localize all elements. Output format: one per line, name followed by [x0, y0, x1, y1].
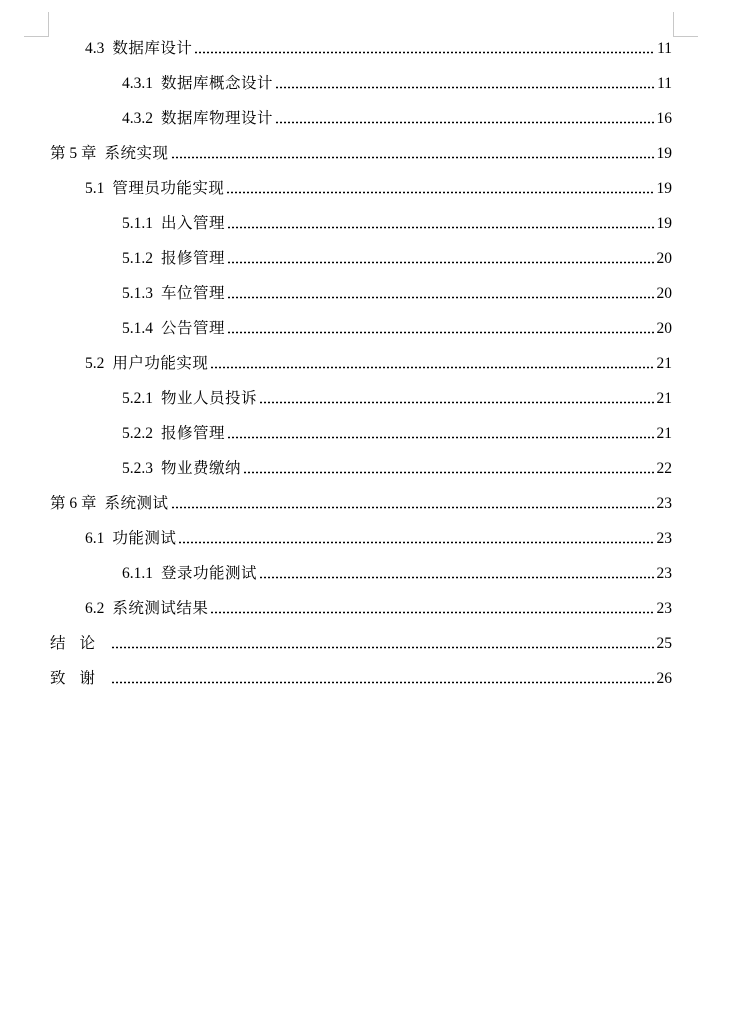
toc-dot-leader [210, 363, 654, 373]
toc-dot-leader [171, 503, 655, 513]
toc-entry-line [50, 136, 672, 171]
toc-entry[interactable] [0, 381, 735, 416]
toc-entry[interactable] [0, 101, 735, 136]
toc-entry-number: 5.1.2 [122, 250, 153, 267]
toc-dot-leader [227, 328, 654, 338]
toc-entry[interactable] [0, 451, 735, 486]
toc-entry-line [50, 486, 672, 521]
toc-entry-title: 系统测试结果 [112, 599, 209, 617]
toc-entry-title: 报修管理 [161, 424, 226, 442]
toc-entry-number: 6.1.1 [122, 565, 153, 582]
toc-entry-line [122, 416, 672, 451]
toc-entry-title: 数据库设计 [112, 39, 193, 57]
toc-dot-leader [227, 223, 654, 233]
toc-entry-line [122, 241, 672, 276]
toc-entry-number: 第 6 章 [50, 495, 97, 512]
toc-dot-leader [275, 118, 654, 128]
toc-entry[interactable] [0, 66, 735, 101]
toc-entry-page-number: 20 [656, 285, 672, 302]
toc-entry-page-number: 26 [656, 670, 672, 687]
toc-entry-number: 4.3 [85, 40, 105, 57]
toc-entry-title: 出入管理 [161, 214, 226, 232]
toc-entry-number: 6.1 [85, 530, 105, 547]
toc-entry[interactable] [0, 661, 735, 696]
toc-entry-page-number: 16 [656, 110, 672, 127]
toc-entry-line [50, 626, 672, 661]
toc-entry-page-number: 21 [656, 355, 672, 372]
toc-entry-line [122, 101, 672, 136]
toc-dot-leader [194, 48, 655, 58]
toc-dot-leader [171, 153, 655, 163]
toc-entry-number: 6.2 [85, 600, 105, 617]
toc-entry-page-number: 23 [656, 565, 672, 582]
toc-entry-line [122, 206, 672, 241]
toc-entry[interactable] [0, 241, 735, 276]
toc-entry[interactable] [0, 591, 735, 626]
toc-entry[interactable] [0, 626, 735, 661]
toc-entry-number: 5.1.3 [122, 285, 153, 302]
toc-entry[interactable] [0, 486, 735, 521]
toc-entry-page-number: 11 [657, 40, 672, 57]
toc-entry-line [122, 311, 672, 346]
toc-entry-line [122, 381, 672, 416]
toc-entry-number: 5.2.2 [122, 425, 153, 442]
toc-entry-title: 系统测试 [104, 494, 169, 512]
toc-dot-leader [227, 258, 654, 268]
toc-entry-line [122, 451, 672, 486]
toc-dot-leader [227, 433, 654, 443]
toc-dot-leader [243, 468, 654, 478]
toc-entry[interactable] [0, 276, 735, 311]
toc-entry-title: 登录功能测试 [161, 564, 258, 582]
toc-entry-title: 用户功能实现 [112, 354, 209, 372]
toc-entry-page-number: 20 [656, 320, 672, 337]
toc-entry-line [85, 171, 672, 206]
toc-entry[interactable] [0, 206, 735, 241]
toc-entry[interactable] [0, 556, 735, 591]
toc-entry-line [122, 66, 672, 101]
toc-entry-page-number: 23 [656, 495, 672, 512]
toc-entry-line [85, 31, 672, 66]
toc-entry-title: 致谢 [50, 669, 110, 687]
toc-entry-number: 5.2.3 [122, 460, 153, 477]
toc-entry-line [50, 661, 672, 696]
toc-entry-page-number: 19 [656, 215, 672, 232]
toc-dot-leader [275, 83, 655, 93]
toc-entry-number: 4.3.2 [122, 110, 153, 127]
toc-entry[interactable] [0, 171, 735, 206]
toc-entry-title: 结论 [50, 634, 110, 652]
toc-entry-line [85, 521, 672, 556]
toc-entry-line [85, 346, 672, 381]
toc-entry-title: 物业人员投诉 [161, 389, 258, 407]
toc-dot-leader [259, 573, 654, 583]
toc-entry-number: 5.2.1 [122, 390, 153, 407]
toc-entry-number: 5.1 [85, 180, 105, 197]
toc-entry-page-number: 23 [656, 530, 672, 547]
toc-entry-page-number: 21 [656, 390, 672, 407]
toc-entry-page-number: 19 [656, 180, 672, 197]
toc-entry-number: 5.1.1 [122, 215, 153, 232]
toc-entry-title: 物业费缴纳 [161, 459, 242, 477]
toc-entry-number: 5.2 [85, 355, 105, 372]
toc-entry-title: 报修管理 [161, 249, 226, 267]
toc-entry-page-number: 22 [656, 460, 672, 477]
toc-dot-leader [111, 643, 654, 653]
toc-dot-leader [227, 293, 654, 303]
toc-entry-page-number: 23 [656, 600, 672, 617]
toc-dot-leader [226, 188, 654, 198]
toc-dot-leader [259, 398, 654, 408]
toc-dot-leader [111, 678, 654, 688]
toc-entry-title: 车位管理 [161, 284, 226, 302]
toc-entry-title: 系统实现 [104, 144, 169, 162]
toc-entry[interactable] [0, 521, 735, 556]
toc-entry-line [85, 591, 672, 626]
toc-entry-title: 数据库物理设计 [161, 109, 274, 127]
toc-entry[interactable] [0, 31, 735, 66]
toc-entry-number: 5.1.4 [122, 320, 153, 337]
toc-entry-page-number: 19 [656, 145, 672, 162]
toc-entry-number: 4.3.1 [122, 75, 153, 92]
toc-entry-line [122, 276, 672, 311]
toc-entry-title: 数据库概念设计 [161, 74, 274, 92]
toc-entry-title: 管理员功能实现 [112, 179, 225, 197]
toc-entry-page-number: 25 [656, 635, 672, 652]
toc-entry-title: 公告管理 [161, 319, 226, 337]
toc-dot-leader [178, 538, 654, 548]
toc-entry-page-number: 20 [656, 250, 672, 267]
toc-entry-title: 功能测试 [112, 529, 177, 547]
toc-entry[interactable] [0, 416, 735, 451]
toc-entry-line [122, 556, 672, 591]
toc-entry[interactable] [0, 311, 735, 346]
toc-entry-number: 第 5 章 [50, 145, 97, 162]
toc-dot-leader [210, 608, 654, 618]
toc-entry-page-number: 11 [657, 75, 672, 92]
toc-entry[interactable] [0, 136, 735, 171]
toc-entry-page-number: 21 [656, 425, 672, 442]
toc-entry[interactable] [0, 346, 735, 381]
